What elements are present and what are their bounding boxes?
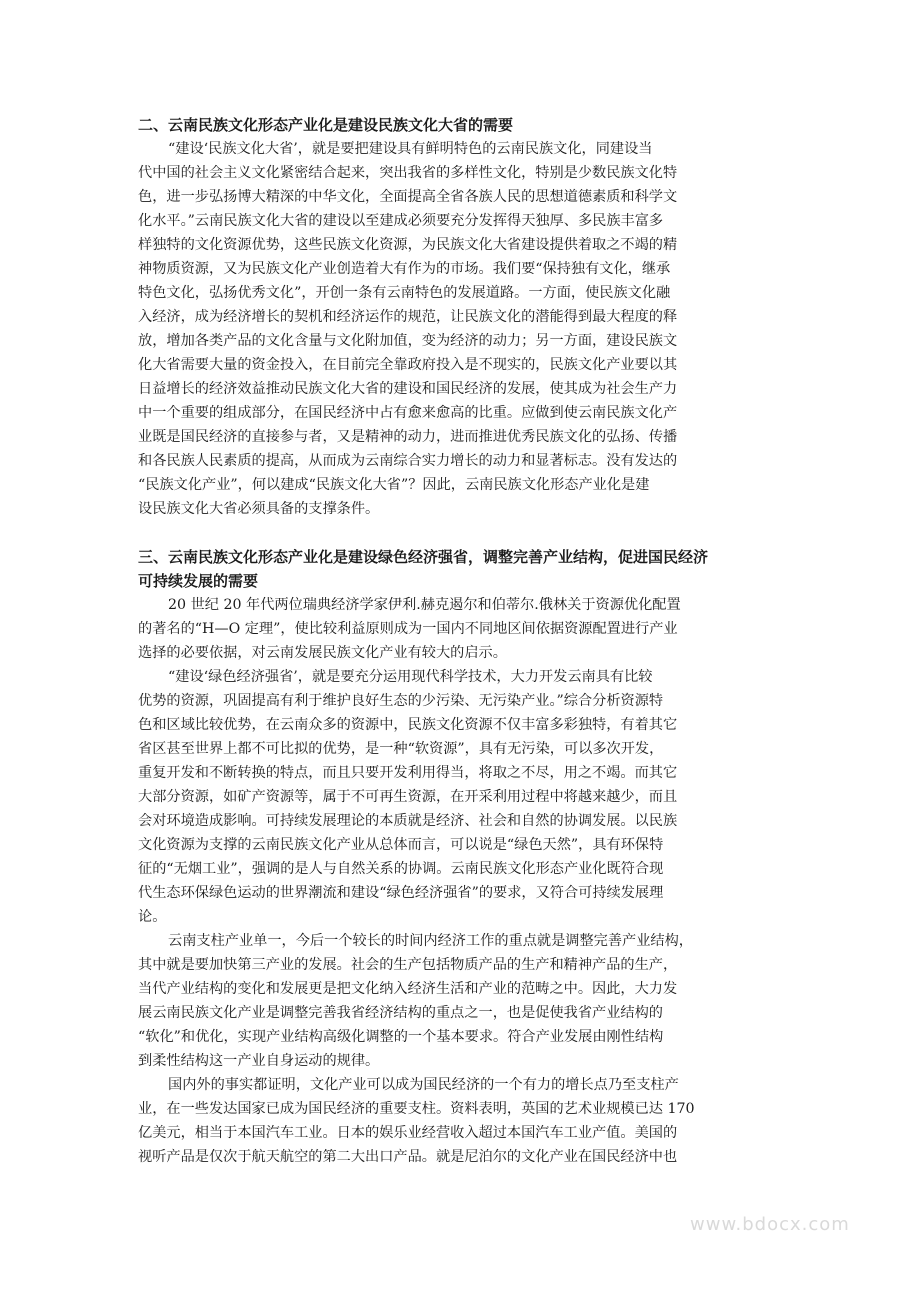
heading-line: 三、云南民族文化形态产业化是建设绿色经济强省，调整完善产业结构，促进国民经济 xyxy=(138,548,709,566)
text-line: 其中就是要加快第三产业的发展。社会的生产包括物质产品的生产和精神产品的生产， xyxy=(138,957,678,973)
text-line: 云南支柱产业单一，今后一个较长的时间内经济工作的重点就是调整完善产业结构， xyxy=(168,933,693,949)
text-line: 优势的资源，巩固提高有利于维护良好生态的少污染、无污染产业。”综合分析资源特 xyxy=(138,693,664,709)
text-line: 色和区域比较优势，在云南众多的资源中，民族文化资源不仅丰富多彩独特，有着其它 xyxy=(138,717,678,733)
text-line: 国内外的事实都证明，文化产业可以成为国民经济的一个有力的增长点乃至支柱产 xyxy=(168,1077,679,1093)
paragraph xyxy=(138,665,788,929)
text-line: 神物质资源，又为民族文化产业创造着大有作为的市场。我们要“保持独有文化，继承 xyxy=(138,261,671,277)
text-line: 当代产业结构的变化和发展更是把文化纳入经济生活和产业的范畴之中。因此，大力发 xyxy=(138,981,678,997)
paragraph xyxy=(138,593,788,665)
text-line: 中一个重要的组成部分，在国民经济中占有愈来愈高的比重。应做到使云南民族文化产 xyxy=(138,405,678,421)
text-line: 征的“无烟工业”，强调的是人与自然关系的协调。云南民族文化形态产业化既符合现 xyxy=(138,861,664,877)
text-line: 日益增长的经济效益推动民族文化大省的建设和国民经济的发展，使其成为社会生产力 xyxy=(138,381,678,397)
text-line: 大部分资源，如矿产资源等，属于不可再生资源，在开采利用过程中将越来越少，而且 xyxy=(138,789,678,805)
text-line: “软化”和优化，实现产业结构高级化调整的一个基本要求。符合产业发展由刚性结构 xyxy=(138,1029,664,1045)
text-line: 文化资源为支撑的云南民族文化产业从总体而言，可以说是“绿色天然”，具有环保特 xyxy=(138,837,664,853)
text-line: 论。 xyxy=(138,909,167,925)
section-heading xyxy=(138,113,788,137)
text-line: 会对环境造成影响。可持续发展理论的本质就是经济、社会和自然的协调发展。以民族 xyxy=(138,813,678,829)
text-line: 视听产品是仅次于航天航空的第二大出口产品。就是尼泊尔的文化产业在国民经济中也 xyxy=(138,1149,678,1165)
text-line: 和各民族人民素质的提高，从而成为云南综合实力增长的动力和显著标志。没有发达的 xyxy=(138,453,678,469)
text-line: 展云南民族文化产业是调整完善我省经济结构的重点之一，也是促使我省产业结构的 xyxy=(138,1005,663,1021)
text-line: 特色文化，弘扬优秀文化”，开创一条有云南特色的发展道路。一方面，使民族文化融 xyxy=(138,285,671,301)
text-line: 的著名的“H—O 定理”，使比较利益原则成为一国内不同地区间依据资源配置进行产业 xyxy=(138,621,678,637)
section-spacer xyxy=(138,521,788,545)
text-line: “民族文化产业”，何以建成“民族文化大省”？因此，云南民族文化形态产业化是建 xyxy=(138,477,650,493)
text-line: 色，进一步弘扬博大精深的中华文化，全面提高全省各族人民的思想道德素质和科学文 xyxy=(138,189,678,205)
text-line: 入经济，成为经济增长的契机和经济运作的规范，让民族文化的潜能得到最大程度的释 xyxy=(138,309,678,325)
text-line: 20 世纪 20 年代两位瑞典经济学家伊利.赫克遏尔和伯蒂尔.俄林关于资源优化配置 xyxy=(168,597,681,613)
text-line: 亿美元，相当于本国汽车工业。日本的娱乐业经营收入超过本国汽车工业产值。美国的 xyxy=(138,1125,678,1141)
paragraph xyxy=(138,1073,788,1169)
text-line: 到柔性结构这一产业自身运动的规律。 xyxy=(138,1053,380,1069)
text-line: 选择的必要依据，对云南发展民族文化产业有较大的启示。 xyxy=(138,645,507,661)
text-line: 代生态环保绿色运动的世界潮流和建设“绿色经济强省”的要求，又符合可持续发展理 xyxy=(138,885,664,901)
watermark: www.bdocx.com xyxy=(690,1214,850,1235)
heading-line: 二、云南民族文化形态产业化是建设民族文化大省的需要 xyxy=(138,116,514,134)
paragraph xyxy=(138,929,788,1073)
section-heading xyxy=(138,545,788,593)
text-line: 省区甚至世界上都不可比拟的优势，是一种“软资源”，具有无污染，可以多次开发， xyxy=(138,741,664,757)
heading-line: 可持续发展的需要 xyxy=(138,572,259,590)
document-body xyxy=(138,113,788,1169)
text-line: 化大省需要大量的资金投入，在目前完全靠政府投入是不现实的，民族文化产业要以其 xyxy=(138,357,678,373)
text-line: “建设‘民族文化大省’，就是要把建设具有鲜明特色的云南民族文化，同建设当 xyxy=(168,141,653,157)
text-line: “建设‘绿色经济强省’，就是要充分运用现代科学技术，大力开发云南具有比较 xyxy=(168,669,653,685)
text-line: 设民族文化大省必须具备的支撑条件。 xyxy=(138,501,380,517)
text-line: 业，在一些发达国家已成为国民经济的重要支柱。资料表明，英国的艺术业规模已达 170 xyxy=(138,1101,695,1117)
paragraph xyxy=(138,137,788,521)
text-line: 业既是国民经济的直接参与者，又是精神的动力，进而推进优秀民族文化的弘扬、传播 xyxy=(138,429,678,445)
text-line: 样独特的文化资源优势，这些民族文化资源，为民族文化大省建设提供着取之不竭的精 xyxy=(138,237,678,253)
text-line: 重复开发和不断转换的特点，而且只要开发利用得当，将取之不尽，用之不竭。而其它 xyxy=(138,765,678,781)
text-line: 化水平。”云南民族文化大省的建设以至建成必须要充分发挥得天独厚、多民族丰富多 xyxy=(138,213,664,229)
text-line: 放，增加各类产品的文化含量与文化附加值，变为经济的动力；另一方面，建设民族文 xyxy=(138,333,678,349)
text-line: 代中国的社会主义文化紧密结合起来，突出我省的多样性文化，特别是少数民族文化特 xyxy=(138,165,678,181)
